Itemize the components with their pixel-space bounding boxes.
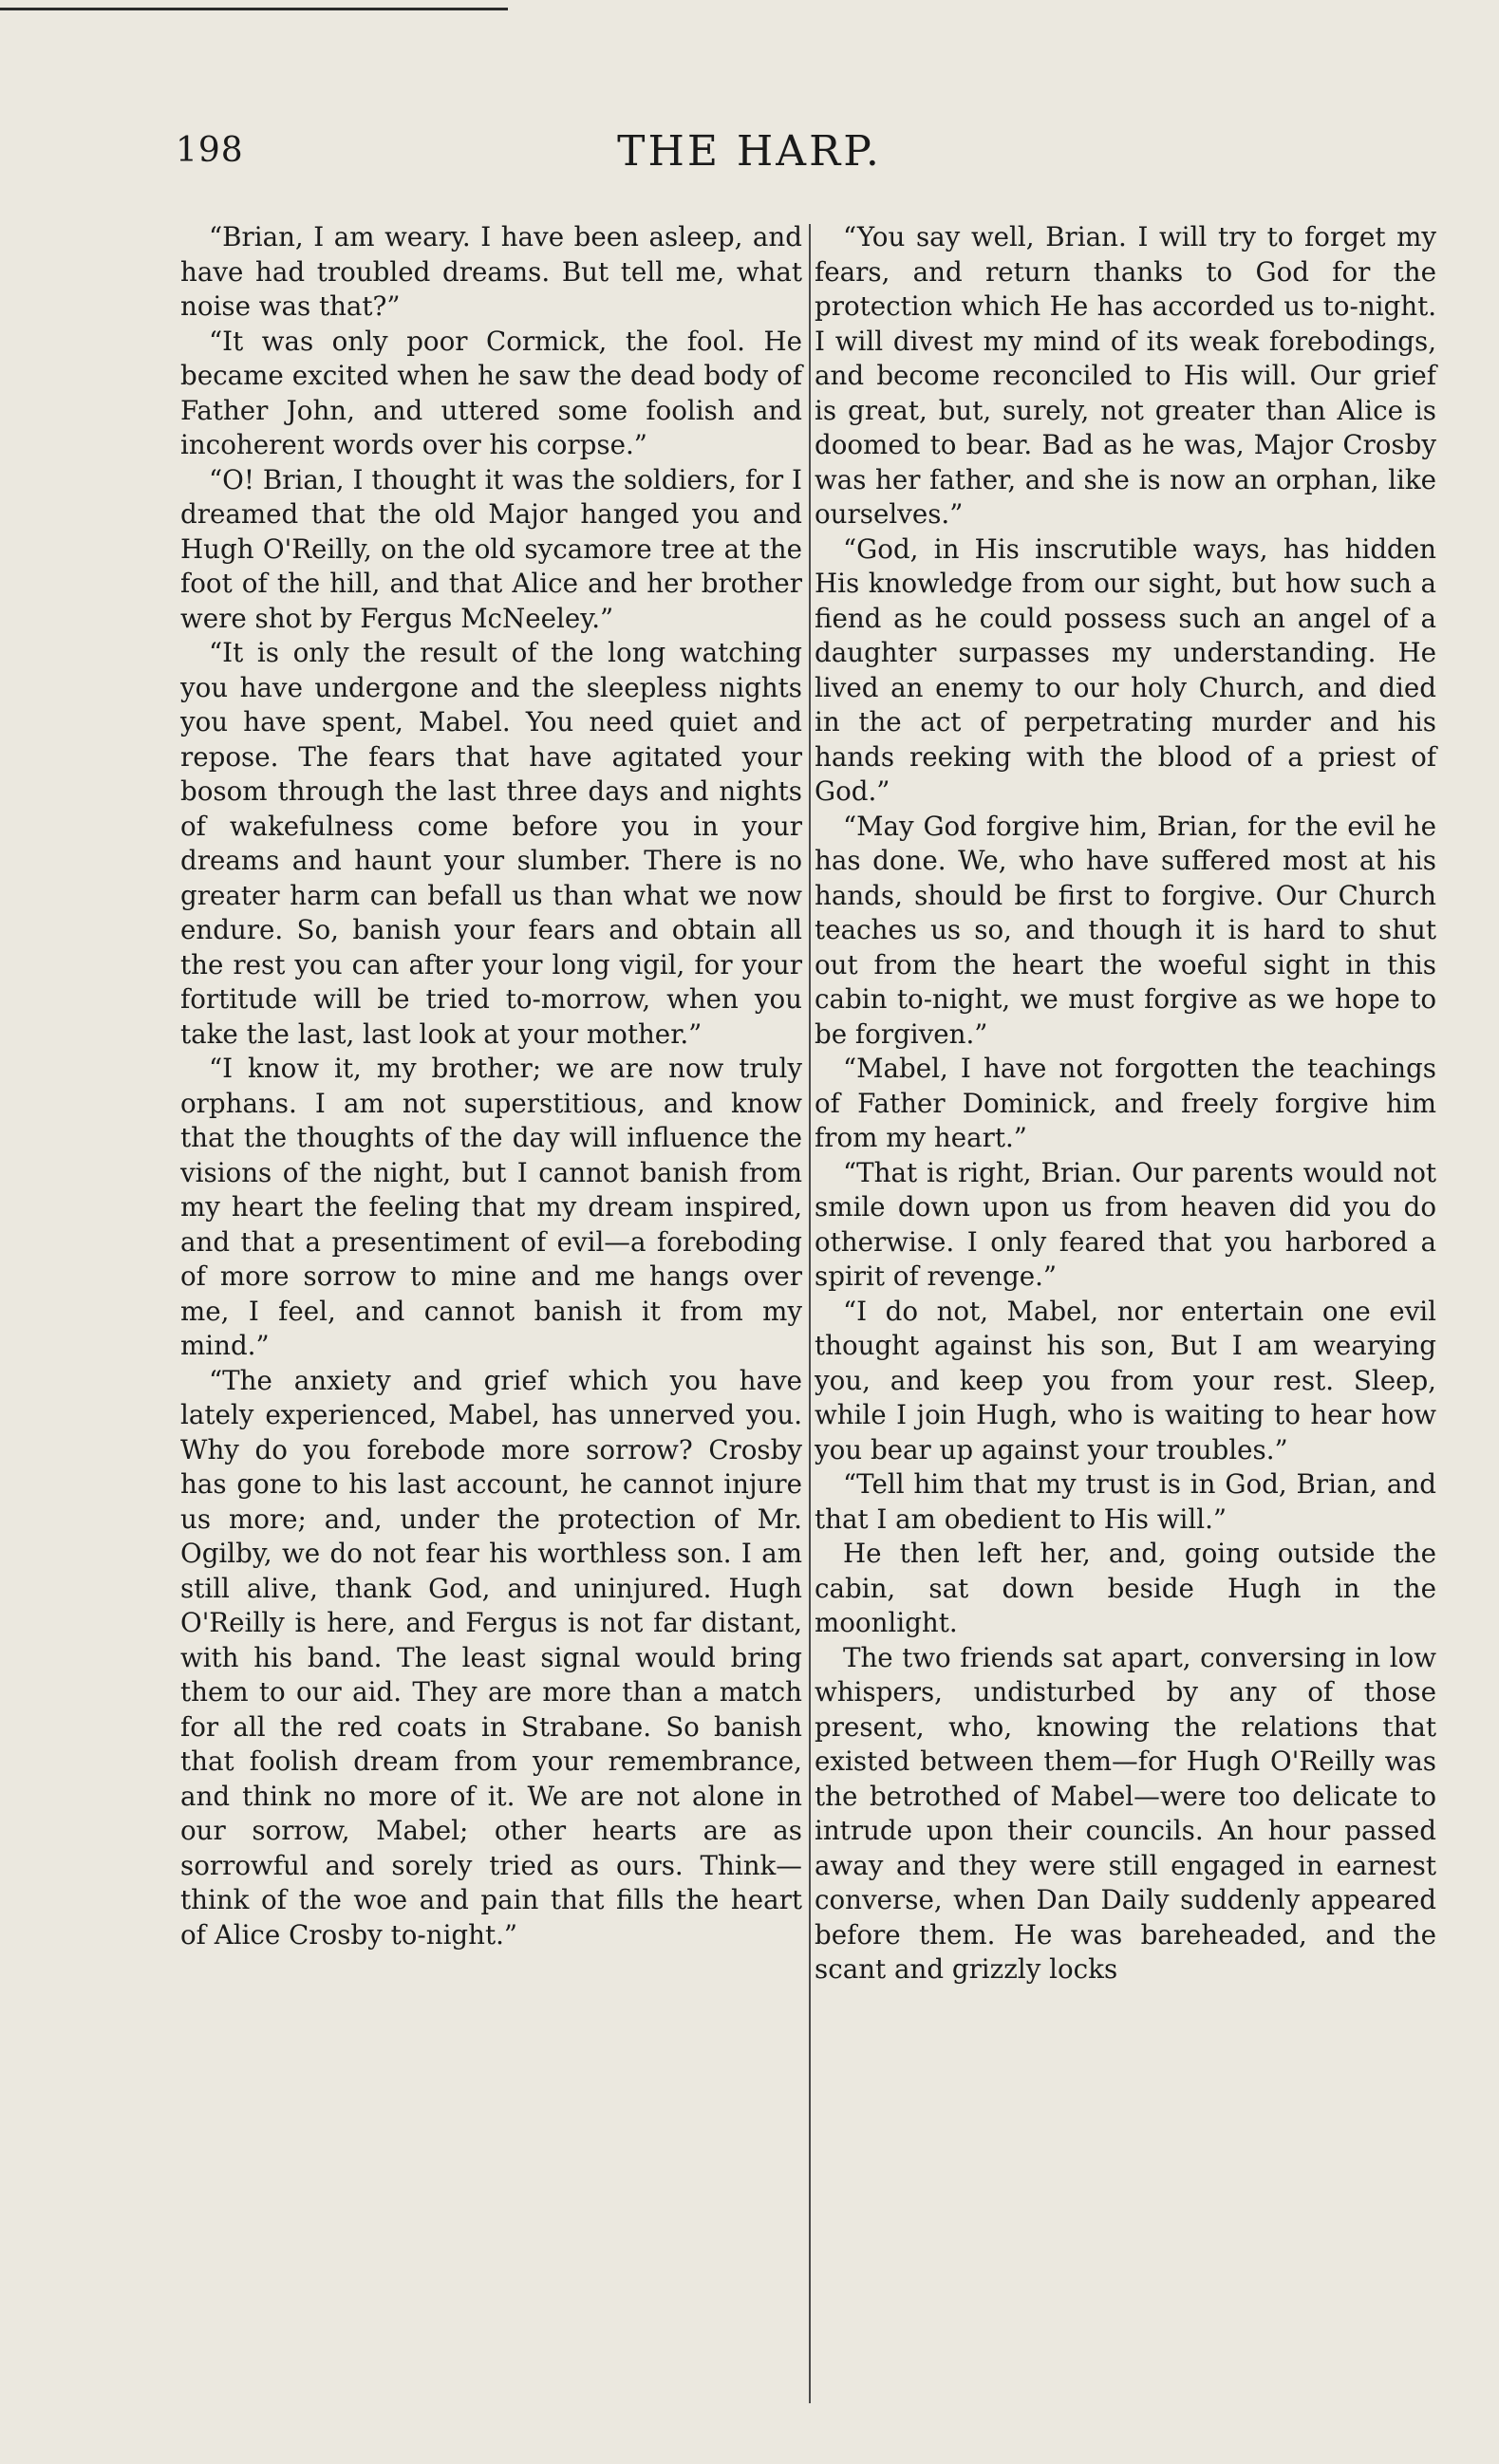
paragraph: “The anxiety and grief which you have lately experienced, Mabel, has unnerved you. Why do you forebode more sorrow? Crosby has gone to his last account, he cannot injure us more; and, under the protection of Mr. Ogilby, we do not fear his worthless son. I am still alive, thank God, and uninjured. Hugh O'Reilly is here, and Fergus is not far distant, with his band. The least signal would bring them to our aid. They are more than a match for all the red coats in Strabane. So banish that foolish dream from your remembrance, and think no more of it. We are not alone in our sorrow, Mabel; other hearts are as sorrowful and sorely tried as ours. Think—think of the woe and pain that fills the heart of Alice Crosby to-night.” bbox=[180, 1364, 802, 1951]
paragraph: The two friends sat apart, conversing in low whispers, undisturbed by any of those present, who, knowing the relations that existed between them—for Hugh O'Reilly was the betrothed of Mabel—were too delicate to intrude upon their councils. An hour passed away and they were still engaged in earnest converse, when Dan Daily suddenly appeared before them. He was bareheaded, and the scant and grizzly locks bbox=[815, 1641, 1436, 1985]
paragraph: “God, in His inscrutible ways, has hidden His knowledge from our sight, but how such a fiend as he could possess such an angel of a daughter surpasses my understanding. He lived an enemy to our holy Church, and died in the act of perpetrating murder and his hands reeking with the blood of a priest of God.” bbox=[815, 532, 1436, 807]
paragraph: “You say well, Brian. I will try to forget my fears, and return thanks to God for the protection which He has accorded us to-night. I will divest my mind of its weak forebodings, and become reconciled to His will. Our grief is great, but, surely, not greater than Alice is doomed to bear. Bad as he was, Major Crosby was her father, and she is now an orphan, like ourselves.” bbox=[815, 221, 1436, 530]
paragraph: “Brian, I am weary. I have been asleep, and have had troubled dreams. But tell me, what noise was that?” bbox=[180, 221, 802, 322]
paragraph: “That is right, Brian. Our parents would not smile down upon us from heaven did you do otherwise. I only feared that you harbored a spirit of revenge.” bbox=[815, 1156, 1436, 1292]
left-column bbox=[180, 220, 802, 1952]
paragraph: “It was only poor Cormick, the fool. He became excited when he saw the dead body of Father John, and uttered some foolish and incoherent words over his corpse.” bbox=[180, 325, 802, 460]
right-column bbox=[815, 220, 1436, 1988]
paragraph: “O! Brian, I thought it was the soldiers, for I dreamed that the old Major hanged you and Hugh O'Reilly, on the old sycamore tree at the foot of the hill, and that Alice and her brother were shot by Fergus McNeeley.” bbox=[180, 463, 802, 634]
paragraph: “I do not, Mabel, nor entertain one evil thought against his son, But I am wearying you, and keep you from your rest. Sleep, while I join Hugh, who is waiting to hear how you bear up against your troubles.” bbox=[815, 1295, 1436, 1465]
paragraph: “I know it, my brother; we are now truly orphans. I am not superstitious, and know that the thoughts of the day will influence the visions of the night, but I cannot banish from my heart the feeling that my dream inspired, and that a presentiment of evil—a foreboding of more sorrow to mine and me hangs over me, I feel, and cannot banish it from my mind.” bbox=[180, 1053, 802, 1361]
paragraph: “May God forgive him, Brian, for the evil he has done. We, who have suffered most at his hands, should be first to forgive. Our Church teaches us so, and though it is hard to shut out from the heart the woeful sight in this cabin to-night, we must forgive as we hope to be forgiven.” bbox=[815, 810, 1436, 1050]
top-rule bbox=[0, 8, 508, 10]
page-number: 198 bbox=[176, 131, 244, 170]
running-title: THE HARP. bbox=[617, 127, 882, 176]
paragraph: “Mabel, I have not forgotten the teachings of Father Dominick, and freely forgive him from my heart.” bbox=[815, 1053, 1436, 1153]
column-divider bbox=[809, 224, 811, 2403]
paragraph: He then left her, and, going outside the cabin, sat down beside Hugh in the moonlight. bbox=[815, 1538, 1436, 1638]
paragraph: “Tell him that my trust is in God, Brian, and that I am obedient to His will.” bbox=[815, 1468, 1436, 1535]
paragraph: “It is only the result of the long watching you have undergone and the sleepless nights you have spent, Mabel. You need quiet and repose. The fears that have agitated your bosom through the last three days and nights of wakefulness come before you in your dreams and haunt your slumber. There is no greater harm can befall us than what we now endure. So, banish your fears and obtain all the rest you can after your long vigil, for your fortitude will be tried to-morrow, when you take the last, last look at your mother.” bbox=[180, 637, 802, 1050]
